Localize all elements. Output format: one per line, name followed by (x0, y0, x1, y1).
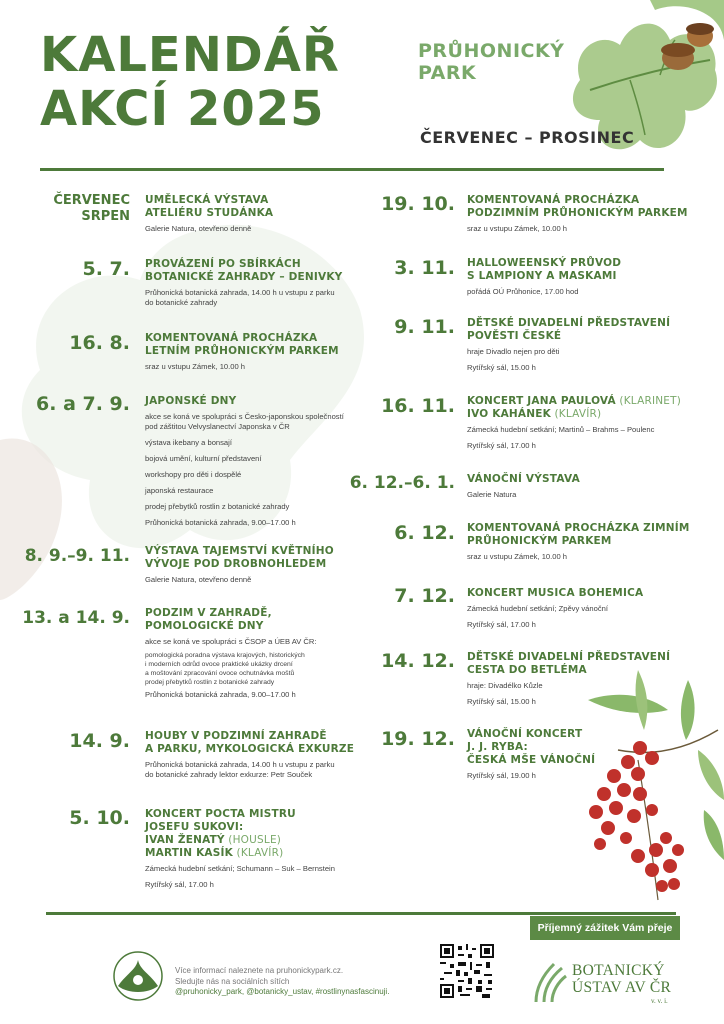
event-title: DĚTSKÉ DIVADELNÍ PŘEDSTAVENÍ CESTA DO BETLÉMA (467, 651, 671, 676)
event-detail: pomologická poradna výstava krajových, historických (145, 652, 305, 659)
event-detail: Zámecká hudební setkání; Schumann – Suk – Bernstein (145, 864, 335, 873)
park-line-2: PARK (418, 62, 477, 84)
event-detail: sraz u vstupu Zámek, 10.00 h (467, 552, 568, 561)
event-date: 6. 12. (394, 522, 455, 544)
event-title: KOMENTOVANÁ PROCHÁZKA LETNÍM PRŮHONICKÝM PARKEM (145, 332, 339, 357)
event-detail: japonská restaurace (145, 486, 214, 495)
bot-name-line: ÚSTAV AV ČR (572, 979, 672, 996)
event-detail: Průhonická botanická zahrada, 9.00–17.00 h (145, 518, 296, 527)
event-detail: workshopy pro děti i dospělé (145, 470, 242, 479)
event-detail: hraje: Divadélko Kůzle (467, 681, 543, 690)
event-title: VÁNOČNÍ VÝSTAVA (467, 473, 580, 485)
park-line-1: PRŮHONICKÝ (418, 40, 565, 62)
event-date: 19. 12. (381, 728, 455, 750)
event-detail: sraz u vstupu Zámek, 10.00 h (467, 224, 568, 233)
event-item (145, 258, 365, 308)
event-detail: Rytířský sál, 19.00 h (467, 771, 536, 780)
event-detail: Průhonická botanická zahrada, 14.00 h u vstupu z parku (145, 760, 335, 769)
event-detail: Rytířský sál, 17.00 h (467, 441, 536, 450)
top-divider (40, 168, 664, 171)
event-detail: Galerie Natura, otevřeno denně (145, 224, 252, 233)
period-label: ČERVENEC – PROSINEC (420, 128, 635, 147)
bot-name-line: BOTANICKÝ (572, 962, 665, 979)
event-title: HOUBY V PODZIMNÍ ZAHRADĚ A PARKU, MYKOLOGICKÁ EXKURZE (145, 730, 355, 755)
event-detail: výstava ikebany a bonsají (145, 438, 232, 447)
greeting-banner: Příjemný zážitek Vám přeje (530, 916, 680, 940)
main-title (40, 28, 340, 136)
event-date (30, 193, 130, 225)
social-links[interactable]: @pruhonicky_park, @botanicky_ustav, #rostlinynasfascinuji. (175, 987, 390, 996)
footer-info-line: Sledujte nás na sociálních sítích (175, 976, 290, 986)
botanical-institute-sub: v. v. i. (651, 997, 668, 1005)
event-item (145, 730, 370, 780)
event-title: KONCERT JANA PAULOVÁ (KLARINET) IVO KAHÁNEK (KLAVÍR) (467, 395, 682, 420)
event-item (467, 194, 707, 234)
event-title: PROVÁZENÍ PO SBÍRKÁCH BOTANICKÉ ZAHRADY – DENIVKY (145, 258, 343, 283)
event-detail: Rytířský sál, 17.00 h (467, 620, 536, 629)
event-title: KOMENTOVANÁ PROCHÁZKA PODZIMNÍM PRŮHONICKÝM PARKEM (467, 194, 688, 219)
event-title: KOMENTOVANÁ PROCHÁZKA ZIMNÍM PRŮHONICKÝM PARKEM (467, 522, 690, 547)
park-name (418, 40, 564, 84)
event-title: KONCERT POCTA MISTRU JOSEFU SUKOVI: IVAN ŽENATÝ (HOUSLE) MARTIN KASÍK (KLAVÍR) (145, 808, 296, 859)
event-detail: Rytířský sál, 17.00 h (145, 880, 214, 889)
event-detail: akce se koná ve spolupráci s ČSOP a ÚEB AV ČR: (145, 637, 317, 646)
event-item (145, 194, 365, 234)
footer-info (175, 966, 389, 998)
event-title: UMĚLECKÁ VÝSTAVA ATELIÉRU STUDÁNKA (145, 194, 274, 219)
event-detail: prodej přebytků rostlin z botanické zahrady (145, 679, 275, 686)
event-title: JAPONSKÉ DNY (145, 395, 237, 407)
event-item (467, 395, 712, 451)
bottom-divider (46, 912, 676, 915)
event-date: 5. 10. (69, 807, 130, 829)
event-detail: do botanické zahrady lektor exkurze: Petr Souček (145, 770, 313, 779)
event-detail: akce se koná ve spolupráci s Česko-japonskou společností (145, 412, 344, 421)
event-title: DĚTSKÉ DIVADELNÍ PŘEDSTAVENÍ POVĚSTI ČESKÉ (467, 317, 671, 342)
event-item (467, 587, 707, 630)
event-item (467, 257, 707, 297)
event-detail: prodej přebytků rostlin z botanické zahrady (145, 502, 290, 511)
date-line-1: ČERVENEC (53, 193, 130, 208)
event-detail: pořádá OÚ Průhonice, 17.00 hod (467, 287, 579, 296)
event-detail: Rytířský sál, 15.00 h (467, 363, 536, 372)
event-date: 14. 12. (381, 650, 455, 672)
event-detail: Rytířský sál, 15.00 h (467, 697, 536, 706)
event-detail: Zámecká hudební setkání; Zpěvy vánoční (467, 604, 608, 613)
title-line-2: AKCÍ 2025 (40, 81, 325, 137)
event-item (467, 651, 707, 707)
event-detail: pod záštitou Velvyslanectví Japonska v ČR (145, 422, 290, 431)
event-date: 16. 8. (69, 332, 130, 354)
event-date: 8. 9.–9. 11. (24, 546, 130, 566)
event-detail: do botanické zahrady (145, 298, 218, 307)
event-date: 13. a 14. 9. (22, 608, 130, 628)
event-item (145, 607, 370, 700)
qr-code[interactable] (440, 944, 494, 998)
event-item (145, 808, 370, 890)
event-item (145, 395, 370, 528)
event-title: VÝSTAVA TAJEMSTVÍ KVĚTNÍHO VÝVOJE POD DROBNOHLEDEM (145, 545, 334, 570)
title-line-1: KALENDÁŘ (40, 27, 340, 83)
event-item (467, 473, 707, 500)
date-line-2: SRPEN (81, 209, 130, 224)
event-detail: Průhonická botanická zahrada, 14.00 h u vstupu z parku (145, 288, 335, 297)
event-date: 16. 11. (381, 395, 455, 417)
event-detail: hraje Divadlo nejen pro děti (467, 347, 560, 356)
event-date: 5. 7. (82, 258, 130, 280)
event-title: PODZIM V ZAHRADĚ, POMOLOGICKÉ DNY (145, 607, 272, 632)
event-date: 6. 12.–6. 1. (349, 473, 455, 493)
event-date: 19. 10. (381, 193, 455, 215)
event-item (467, 317, 707, 373)
event-title: VÁNOČNÍ KONCERT J. J. RYBA: ČESKÁ MŠE VÁNOČNÍ (467, 728, 596, 766)
event-date: 6. a 7. 9. (36, 393, 130, 415)
event-title: HALLOWEENSKÝ PRŮVOD S LAMPIONY A MASKAMI (467, 257, 622, 282)
event-detail: a moštování zpracování ovoce ochutnávka moštů (145, 670, 295, 677)
event-detail: sraz u vstupu Zámek, 10.00 h (145, 362, 246, 371)
event-item (467, 522, 707, 562)
event-date: 9. 11. (394, 316, 455, 338)
event-item (467, 728, 667, 781)
event-detail: Průhonická botanická zahrada, 9.00–17.00 h (145, 690, 296, 699)
event-detail: bojová umění, kulturní představení (145, 454, 262, 463)
event-detail: Galerie Natura (467, 490, 517, 499)
event-detail: Galerie Natura, otevřeno denně (145, 575, 252, 584)
event-date: 14. 9. (69, 730, 130, 752)
event-item (145, 332, 365, 372)
event-detail: i moderních odrůd ovoce praktické ukázky drcení (145, 661, 293, 668)
park-seal-logo (112, 950, 164, 1002)
event-title: KONCERT MUSICA BOHEMICA (467, 587, 644, 599)
rowan-berries-illustration (578, 670, 724, 920)
botanical-institute-name (572, 962, 671, 996)
event-item (145, 545, 365, 585)
event-date: 3. 11. (394, 257, 455, 279)
footer-info-line: Více informací naleznete na pruhonickypark.cz. (175, 966, 344, 975)
event-detail: Zámecká hudební setkání; Martinů – Brahms – Poulenc (467, 425, 655, 434)
botanical-institute-logo-icon (532, 958, 568, 1004)
event-date: 7. 12. (394, 585, 455, 607)
